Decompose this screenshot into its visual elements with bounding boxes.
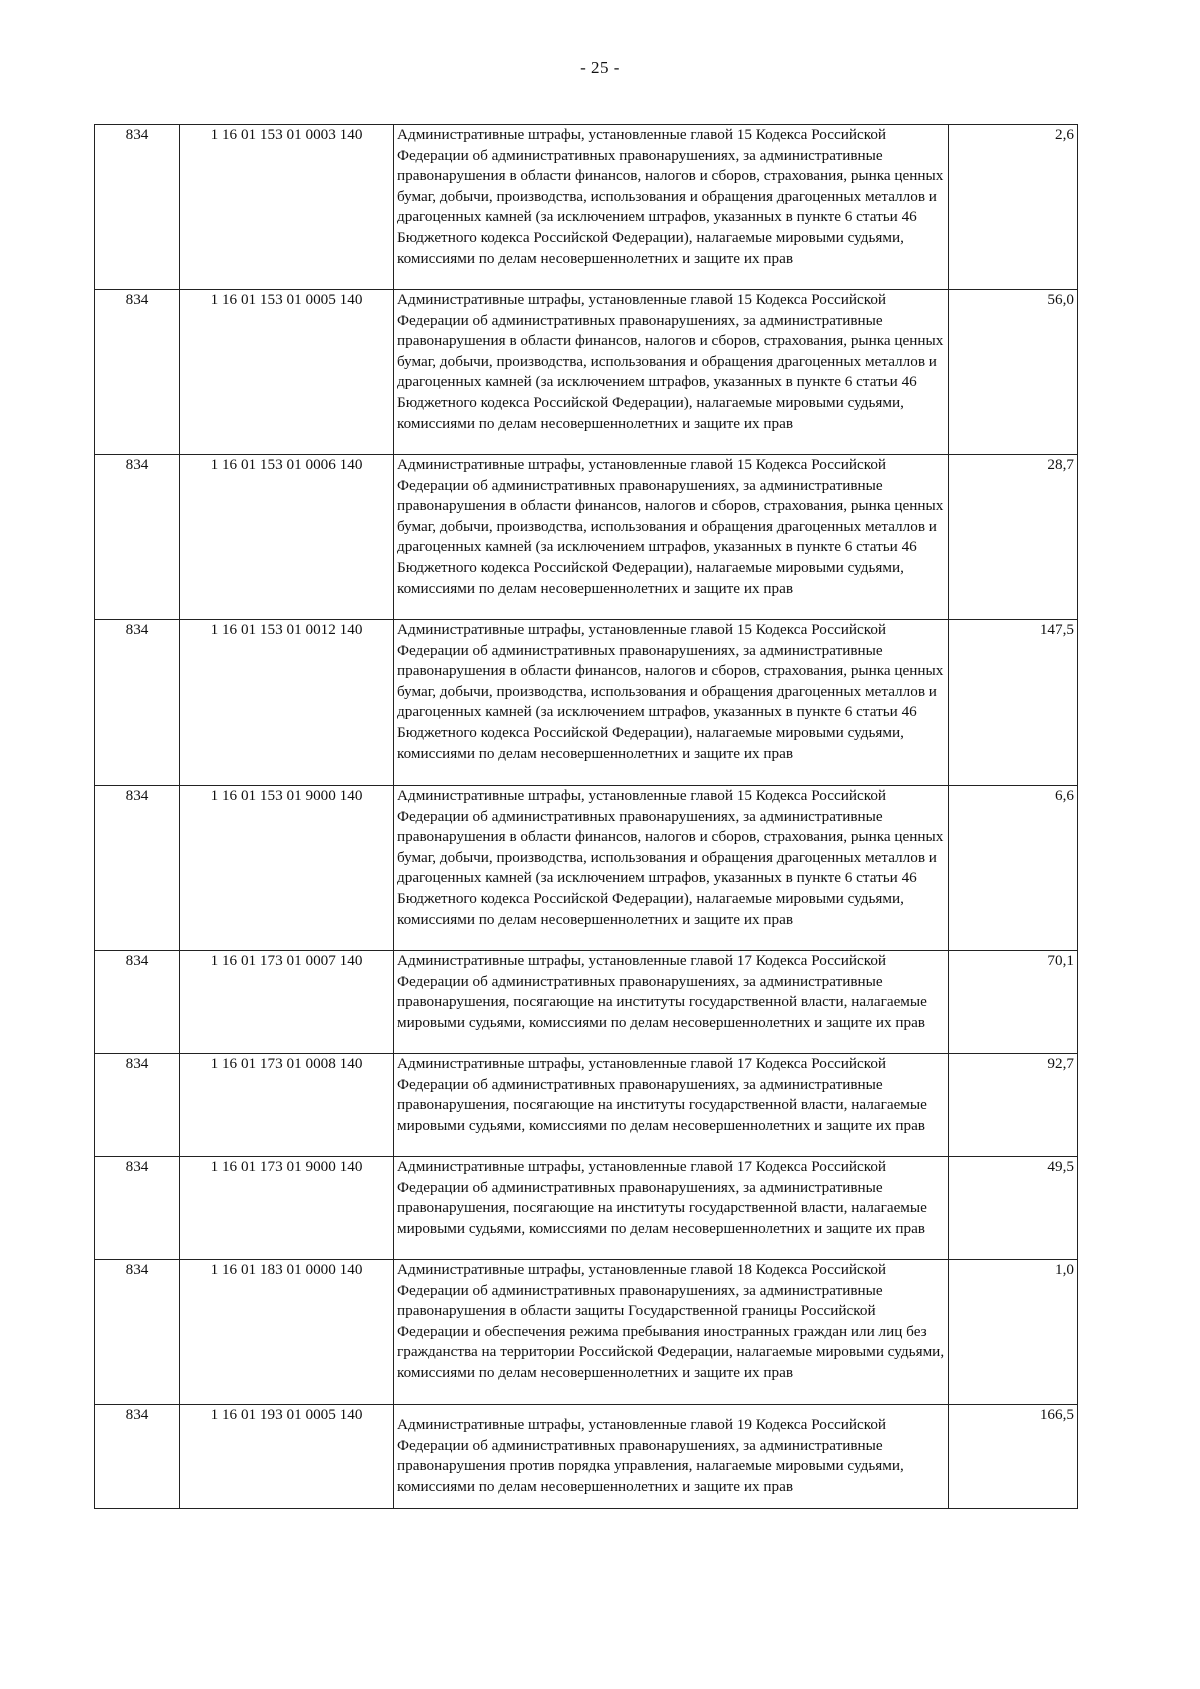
table-row: [95, 951, 1078, 1054]
kbk-code-cell: 1 16 01 193 01 0005 140: [180, 1405, 394, 1509]
table-row: [95, 786, 1078, 951]
amount-cell: 70,1: [949, 951, 1078, 1054]
description-cell: Административные штрафы, установленные главой 15 Кодекса Российской Федерации об административных правонарушениях, за административные правонарушения в области финансов, налогов и сборов, страхования, рынка ценных бумаг, добычи, производства, использования и обращения драгоценных металлов и драгоценных камней (за исключением штрафов, указанных в пункте 6 статьи 46 Бюджетного кодекса Российской Федерации), налагаемые мировыми судьями, комиссиями по делам несовершеннолетних и защите их прав: [394, 125, 949, 290]
description-cell: Административные штрафы, установленные главой 19 Кодекса Российской Федерации об административных правонарушениях, за административные правонарушения против порядка управления, налагаемые мировыми судьями, комиссиями по делам несовершеннолетних и защите их прав: [394, 1405, 949, 1509]
admin-code-cell: 834: [95, 786, 180, 951]
amount-cell: 49,5: [949, 1157, 1078, 1260]
description-cell: Административные штрафы, установленные главой 15 Кодекса Российской Федерации об административных правонарушениях, за административные правонарушения в области финансов, налогов и сборов, страхования, рынка ценных бумаг, добычи, производства, использования и обращения драгоценных металлов и драгоценных камней (за исключением штрафов, указанных в пункте 6 статьи 46 Бюджетного кодекса Российской Федерации), налагаемые мировыми судьями, комиссиями по делам несовершеннолетних и защите их прав: [394, 786, 949, 951]
admin-code-cell: 834: [95, 455, 180, 620]
description-cell: Административные штрафы, установленные главой 17 Кодекса Российской Федерации об административных правонарушениях, за административные правонарушения, посягающие на институты государственной власти, налагаемые мировыми судьями, комиссиями по делам несовершеннолетних и защите их прав: [394, 1054, 949, 1157]
amount-cell: 92,7: [949, 1054, 1078, 1157]
admin-code-cell: 834: [95, 125, 180, 290]
admin-code-cell: 834: [95, 1405, 180, 1509]
kbk-code-cell: 1 16 01 173 01 0008 140: [180, 1054, 394, 1157]
amount-cell: 56,0: [949, 290, 1078, 455]
amount-cell: 1,0: [949, 1260, 1078, 1405]
description-cell: Административные штрафы, установленные главой 15 Кодекса Российской Федерации об административных правонарушениях, за административные правонарушения в области финансов, налогов и сборов, страхования, рынка ценных бумаг, добычи, производства, использования и обращения драгоценных металлов и драгоценных камней (за исключением штрафов, указанных в пункте 6 статьи 46 Бюджетного кодекса Российской Федерации), налагаемые мировыми судьями, комиссиями по делам несовершеннолетних и защите их прав: [394, 620, 949, 786]
description-cell: Административные штрафы, установленные главой 17 Кодекса Российской Федерации об административных правонарушениях, за административные правонарушения, посягающие на институты государственной власти, налагаемые мировыми судьями, комиссиями по делам несовершеннолетних и защите их прав: [394, 1157, 949, 1260]
table-row: [95, 455, 1078, 620]
admin-code-cell: 834: [95, 620, 180, 786]
table-row: [95, 1157, 1078, 1260]
table-row: [95, 1260, 1078, 1405]
admin-code-cell: 834: [95, 1054, 180, 1157]
amount-cell: 147,5: [949, 620, 1078, 786]
revenue-table: [94, 124, 1078, 1509]
kbk-code-cell: 1 16 01 173 01 9000 140: [180, 1157, 394, 1260]
description-cell: Административные штрафы, установленные главой 15 Кодекса Российской Федерации об административных правонарушениях, за административные правонарушения в области финансов, налогов и сборов, страхования, рынка ценных бумаг, добычи, производства, использования и обращения драгоценных металлов и драгоценных камней (за исключением штрафов, указанных в пункте 6 статьи 46 Бюджетного кодекса Российской Федерации), налагаемые мировыми судьями, комиссиями по делам несовершеннолетних и защите их прав: [394, 290, 949, 455]
admin-code-cell: 834: [95, 1260, 180, 1405]
description-cell: Административные штрафы, установленные главой 18 Кодекса Российской Федерации об административных правонарушениях, за административные правонарушения в области защиты Государственной границы Российской Федерации и обеспечения режима пребывания иностранных граждан или лиц без гражданства на территории Российской Федерации, налагаемые мировыми судьями, комиссиями по делам несовершеннолетних и защите их прав: [394, 1260, 949, 1405]
admin-code-cell: 834: [95, 1157, 180, 1260]
kbk-code-cell: 1 16 01 173 01 0007 140: [180, 951, 394, 1054]
amount-cell: 166,5: [949, 1405, 1078, 1509]
kbk-code-cell: 1 16 01 183 01 0000 140: [180, 1260, 394, 1405]
table-row: [95, 125, 1078, 290]
kbk-code-cell: 1 16 01 153 01 0003 140: [180, 125, 394, 290]
table-row: [95, 290, 1078, 455]
description-cell: Административные штрафы, установленные главой 15 Кодекса Российской Федерации об административных правонарушениях, за административные правонарушения в области финансов, налогов и сборов, страхования, рынка ценных бумаг, добычи, производства, использования и обращения драгоценных металлов и драгоценных камней (за исключением штрафов, указанных в пункте 6 статьи 46 Бюджетного кодекса Российской Федерации), налагаемые мировыми судьями, комиссиями по делам несовершеннолетних и защите их прав: [394, 455, 949, 620]
table-row: [95, 1405, 1078, 1509]
table-row: [95, 1054, 1078, 1157]
kbk-code-cell: 1 16 01 153 01 0012 140: [180, 620, 394, 786]
admin-code-cell: 834: [95, 951, 180, 1054]
amount-cell: 6,6: [949, 786, 1078, 951]
table-row: [95, 620, 1078, 786]
amount-cell: 2,6: [949, 125, 1078, 290]
admin-code-cell: 834: [95, 290, 180, 455]
kbk-code-cell: 1 16 01 153 01 0005 140: [180, 290, 394, 455]
kbk-code-cell: 1 16 01 153 01 9000 140: [180, 786, 394, 951]
description-cell: Административные штрафы, установленные главой 17 Кодекса Российской Федерации об административных правонарушениях, за административные правонарушения, посягающие на институты государственной власти, налагаемые мировыми судьями, комиссиями по делам несовершеннолетних и защите их прав: [394, 951, 949, 1054]
page-number: - 25 -: [580, 58, 620, 77]
amount-cell: 28,7: [949, 455, 1078, 620]
kbk-code-cell: 1 16 01 153 01 0006 140: [180, 455, 394, 620]
